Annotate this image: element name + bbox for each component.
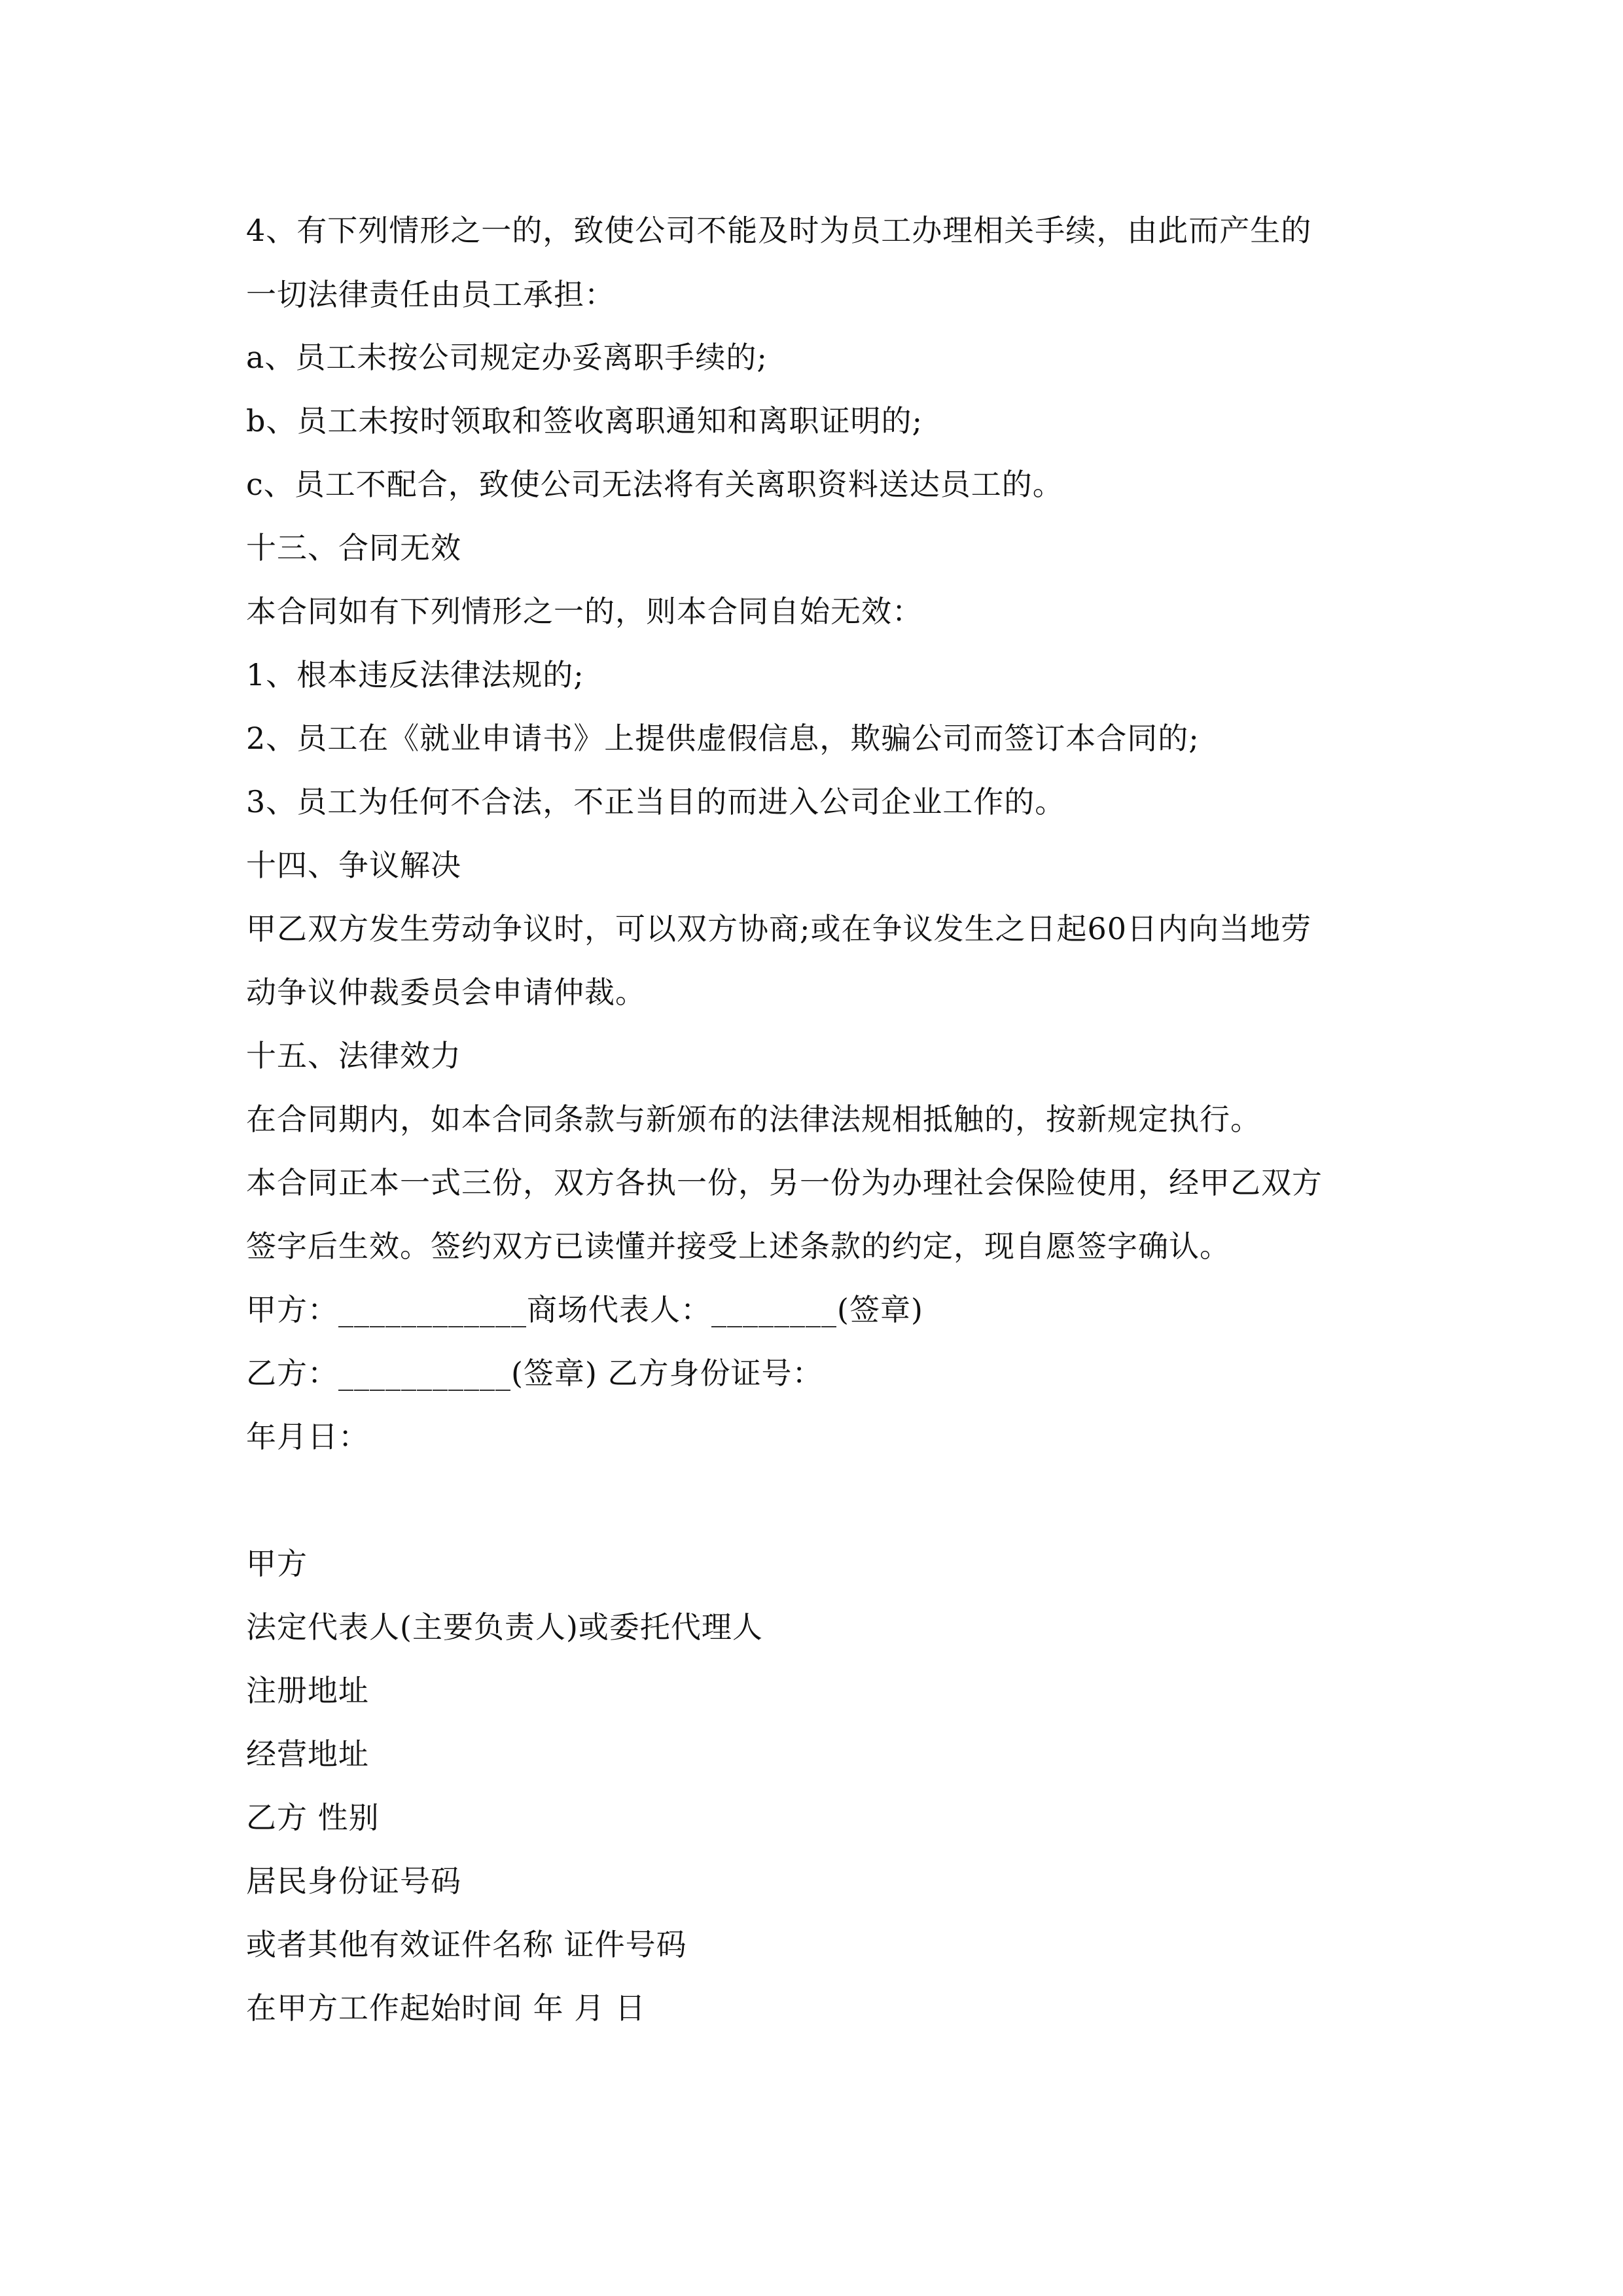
legal-representative-label: 法定代表人(主要负责人)或委托代理人	[246, 1609, 763, 1645]
party-a-signature-line: 甲方：____________商场代表人：________(签章)	[246, 1292, 923, 1327]
section-13-item-2: 2、员工在《就业申请书》上提供虚假信息，欺骗公司而签订本合同的;	[246, 721, 1200, 756]
business-address-label: 经营地址	[246, 1736, 369, 1772]
other-id-label: 或者其他有效证件名称 证件号码	[246, 1927, 687, 1962]
section-15-heading: 十五、法律效力	[246, 1038, 461, 1073]
start-date-label: 在甲方工作起始时间 年 月 日	[246, 1990, 646, 2026]
date-line: 年月日：	[246, 1419, 369, 1454]
section-13-heading: 十三、合同无效	[246, 530, 461, 565]
id-number-label: 居民身份证号码	[246, 1863, 461, 1899]
section-15-body-2-line-2: 签字后生效。签约双方已读懂并接受上述条款的约定，现自愿签字确认。	[246, 1229, 1230, 1264]
party-b-signature-line: 乙方：___________(签章) 乙方身份证号：	[246, 1355, 823, 1391]
section-15-body-1: 在合同期内，如本合同条款与新颁布的法律法规相抵触的，按新规定执行。	[246, 1102, 1261, 1137]
section-14-body-line-2: 动争议仲裁委员会申请仲裁。	[246, 975, 646, 1010]
party-a-label: 甲方	[246, 1546, 308, 1581]
clause-4-line-1: 4、有下列情形之一的，致使公司不能及时为员工办理相关手续，由此而产生的	[246, 213, 1312, 248]
clause-4c: c、员工不配合，致使公司无法将有关离职资料送达员工的。	[246, 467, 1063, 502]
section-13-item-3: 3、员工为任何不合法，不正当目的而进入公司企业工作的。	[246, 784, 1066, 819]
section-13-item-1: 1、根本违反法律法规的;	[246, 657, 584, 692]
party-b-gender-label: 乙方 性别	[246, 1800, 380, 1835]
section-14-body-line-1: 甲乙双方发生劳动争议时，可以双方协商;或在争议发生之日起60日内向当地劳	[246, 911, 1312, 946]
clause-4b: b、员工未按时领取和签收离职通知和离职证明的;	[246, 403, 923, 439]
clause-4a: a、员工未按公司规定办妥离职手续的;	[246, 340, 768, 375]
registered-address-label: 注册地址	[246, 1673, 369, 1708]
section-13-intro: 本合同如有下列情形之一的，则本合同自始无效：	[246, 594, 923, 629]
clause-4-line-2: 一切法律责任由员工承担：	[246, 277, 615, 312]
section-14-heading: 十四、争议解决	[246, 848, 461, 883]
section-15-body-2-line-1: 本合同正本一式三份，双方各执一份，另一份为办理社会保险使用，经甲乙双方	[246, 1165, 1323, 1200]
